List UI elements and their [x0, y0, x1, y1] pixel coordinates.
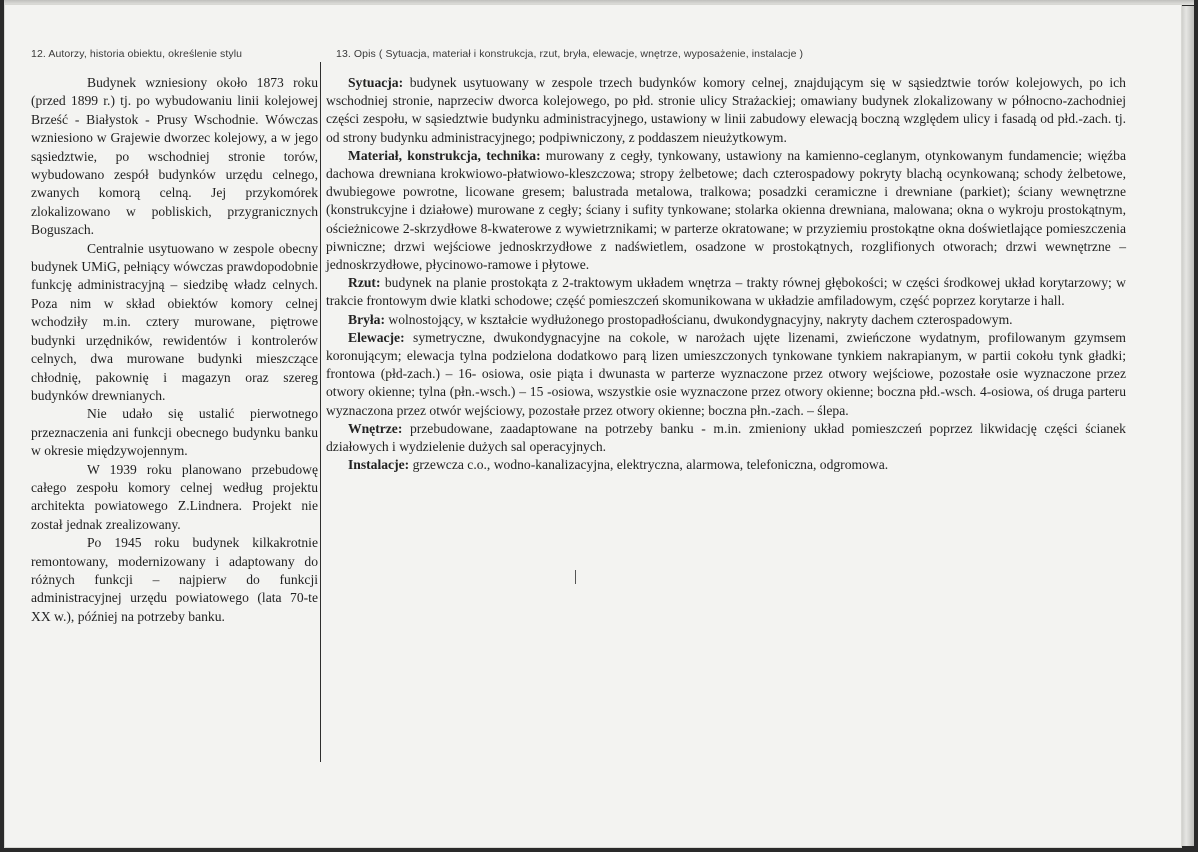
section-material-construction: [326, 147, 1126, 274]
section-label: Bryła:: [348, 311, 385, 327]
section-text: przebudowane, zaadaptowane na potrzeby banku - m.in. zmieniony układ pomieszczeń poprzez likwidację części ścianek działowych i wydzielenie dużych sal operacyjnych.: [326, 420, 1126, 455]
section-facades: [326, 329, 1126, 420]
history-paragraph: Budynek wzniesiony około 1873 roku (przed 1899 r.) tj. po wybudowaniu linii kolejowej Brześć - Białystok - Prusy Wschodnie. Wówczas wzniesiono w Grajewie dworzec kolejowy, a w jego sąsiedztwie, po wschodniej stronie torów, wybudowano zespół budynków urzędu celnego, zwanych komorą celną. Jej przykomórek zlokalizowano w pobliskich, przygranicznych Boguszach.: [31, 75, 318, 238]
history-paragraph: W 1939 roku planowano przebudowę całego zespołu komory celnej według projektu architekta powiatowego Z.Lindnera. Projekt nie został jednak zrealizowany.: [31, 461, 318, 532]
history-paragraph: Centralnie usytuowano w zespole obecny budynek UMiG, pełniący wówczas prawdopodobnie funkcję administracyjną – siedzibę władz celnych. Poza nim w skład obiektów komory celnej wchodziły m.in. cztery murowane, piętrowe budynki urzędników, rewidentów i kontrolerów celnych, dwa murowane budynki mieszczące chłodnię, pakownię i magazyn oraz szereg budynków drewnianych.: [31, 240, 318, 403]
section-installations: [326, 456, 1126, 474]
section-text: budynek na planie prostokąta z 2-traktowym układem wnętrza – trakty równej głębokości; w części środkowej układ korytarzowy; w trakcie frontowym dwie klatki schodowe; część pomieszczeń skomunikowana w układzie amfiladowym, część poprzez korytarze i hall.: [326, 275, 1126, 309]
section-label: Instalacje:: [348, 457, 410, 473]
history-column: [31, 74, 318, 626]
section-plan: [326, 274, 1126, 310]
section-situation: [326, 74, 1126, 147]
section-massing: [326, 311, 1126, 329]
scan-mark: [575, 570, 576, 584]
section-text: grzewcza c.o., wodno-kanalizacyjna, elektryczna, alarmowa, telefoniczna, odgromowa.: [412, 457, 889, 473]
description-column: [326, 74, 1126, 474]
history-paragraph: Nie udało się ustalić pierwotnego przeznaczenia ani funkcji obecnego budynku banku w okresie międzywojennym.: [31, 406, 318, 459]
section-interior: [326, 420, 1126, 456]
section-label: Wnętrze:: [348, 420, 403, 436]
section-text: budynek usytuowany w zespole trzech budynków komory celnej, znajdującym się w sąsiedztwie torów kolejowych, po ich wschodniej stronie, naprzeciw dworca kolejowego, po płd. stronie ulicy Strażackiej; omawiany budynek zlokalizowany w północno-zachodniej części zespołu, w sąsiedztwie budynku administracyjnego, ustawiony w linii zabudowy elewacją boczną względem ulicy i fasadą od płd.-zach. tj. od strony budynku administracyjnego; podpiwniczony, z poddaszem nieużytkowym.: [326, 75, 1126, 145]
section-label: Elewacje:: [348, 329, 405, 345]
section-text: murowany z cegły, tynkowany, ustawiony na kamienno-ceglanym, otynkowanym fundamencie; więźba dachowa drewniana krokwiowo-płatwiowo-kleszczowa; stropy żelbetowe; dach czterospadowy pokryty blachą ocynkowaną; schody żelbetowe, dwubiegowe powrotne, licowane gresem; balustrada metalowa, tralkowa; posadzki ceramiczne i drewniane (parkiet); ściany wewnętrzne (konstrukcyjne i działowe) murowane z cegły; ściany i sufity tynkowane; stolarka okienna drewniana, malowana; okna o wykroju prostokątnym, ościeżnicowe 2-skrzydłowe 8-kwaterowe z wywietrznikami; w parterze okratowane; w przyziemiu prostokątne okna doświetlające pomieszczenia piwniczne; drzwi wejściowe jednoskrzydłowe z nadświetlem, osadzone w prostokątnych, rozglifionych otworach; drzwi wewnętrzne – jednoskrzydłowe, płycinowo-ramowe i płytowe.: [326, 147, 1126, 273]
section-label: Sytuacja:: [348, 75, 404, 90]
section-text: symetryczne, dwukondygnacyjne na cokole, w narożach ujęte lizenami, zwieńczone wydatnym, profilowanym gzymsem koronującym; elewacja tylna podzielona dodatkowo parą lizen umieszczonych tynkowane tynkiem nakrapianym, w partii cokołu tynk gładki; frontowa (płd-zach.) – 16- osiowa, osie piąta i dwunasta w parterze wyznaczone przez otwory wejściowe, pozostałe osie wyznaczone przez otwory okienne; tylna (płn.-wsch.) – 15 -osiowa, wszystkie osie wyznaczone przez otwory okienne; boczna płd.-wsch. 4-osiowa, oś druga parteru wyznaczona przez otwór wejściowy, pozostałe przez otwory okienne; boczna płn.-zach. – ślepa.: [326, 329, 1126, 418]
section-label: Materiał, konstrukcja, technika:: [348, 147, 541, 163]
section-label: Rzut:: [348, 275, 381, 291]
section-text: wolnostojący, w kształcie wydłużonego prostopadłościanu, dwukondygnacyjny, nakryty dachem czterospadowym.: [388, 311, 1013, 327]
history-paragraph: Po 1945 roku budynek kilkakrotnie remontowany, modernizowany i adaptowany do różnych funkcji – najpierw do funkcji administracyjnej urzędu powiatowego (lata 70-te XX w.), później na potrzeby banku.: [31, 535, 318, 624]
column-divider: [320, 62, 321, 762]
header-authors-history: 12. Autorzy, historia obiektu, określenie stylu: [31, 48, 243, 60]
header-description: 13. Opis ( Sytuacja, materiał i konstrukcja, rzut, bryła, elewacje, wnętrze, wyposażenie, instalacje ): [336, 48, 804, 60]
paper-right-edge: [1182, 6, 1194, 846]
